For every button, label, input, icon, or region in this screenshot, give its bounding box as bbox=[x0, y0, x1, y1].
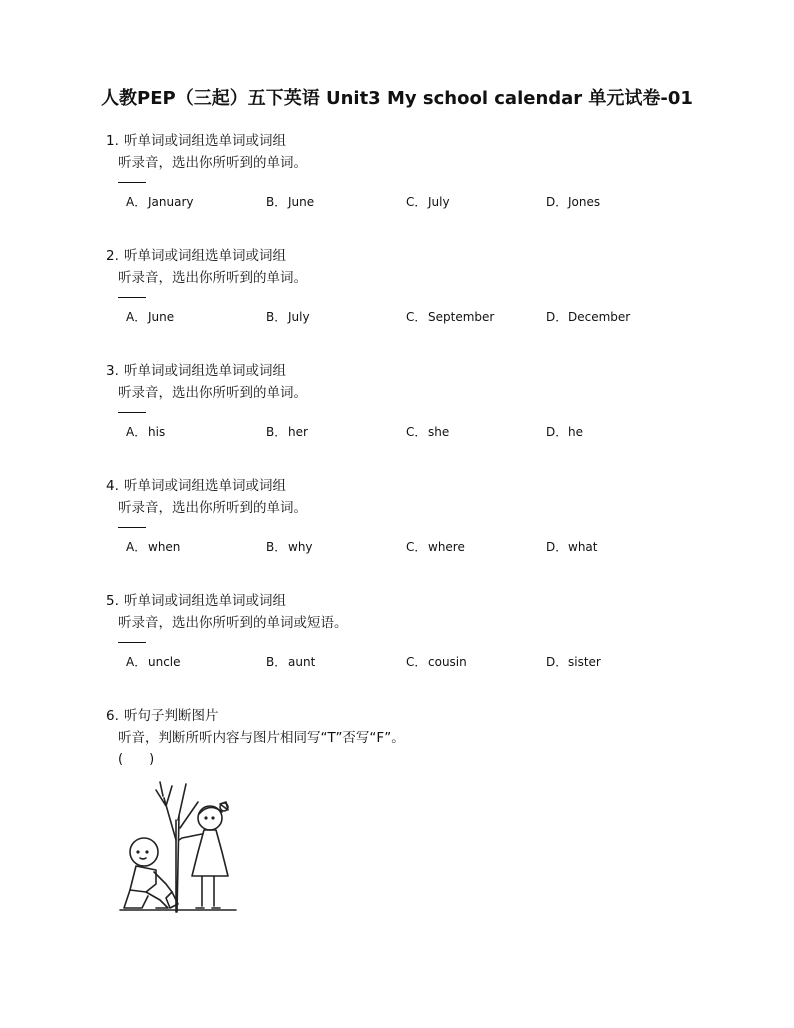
option-text: June bbox=[148, 310, 175, 324]
question-instruction: 听录音，选出你所听到的单词。 bbox=[118, 500, 307, 516]
option-letter: A． bbox=[126, 425, 147, 439]
options-row bbox=[106, 538, 746, 558]
question-number: 3. bbox=[106, 363, 119, 379]
answer-blank[interactable] bbox=[118, 182, 146, 183]
question-6 bbox=[106, 705, 746, 771]
option-text: sister bbox=[568, 655, 601, 669]
option-text: why bbox=[288, 540, 313, 554]
option-a[interactable] bbox=[126, 193, 194, 210]
answer-parentheses[interactable]: ( ) bbox=[118, 752, 155, 767]
option-letter: D． bbox=[546, 195, 568, 209]
option-a[interactable] bbox=[126, 538, 180, 555]
options-row bbox=[106, 308, 746, 328]
question-number: 5. bbox=[106, 593, 119, 609]
question-stem bbox=[106, 590, 746, 612]
question-stem bbox=[106, 130, 746, 152]
option-a[interactable] bbox=[126, 423, 165, 440]
question-number: 6. bbox=[106, 708, 119, 724]
option-text: June bbox=[288, 195, 315, 209]
option-c[interactable] bbox=[406, 653, 467, 670]
option-letter: C． bbox=[406, 655, 427, 669]
question-stem-text: 听单词或词组选单词或词组 bbox=[124, 133, 286, 149]
question-stem bbox=[106, 475, 746, 497]
question-number: 4. bbox=[106, 478, 119, 494]
option-text: her bbox=[288, 425, 308, 439]
option-c[interactable] bbox=[406, 193, 450, 210]
question-instruction: 听音，判断所听内容与图片相同写“T”否写“F”。 bbox=[118, 730, 405, 746]
options-row bbox=[106, 423, 746, 443]
answer-blank[interactable] bbox=[118, 412, 146, 413]
option-text: what bbox=[568, 540, 598, 554]
answer-blank[interactable] bbox=[118, 527, 146, 528]
question-instruction: 听录音，选出你所听到的单词。 bbox=[118, 270, 307, 286]
option-text: his bbox=[148, 425, 166, 439]
question-1 bbox=[106, 130, 746, 213]
question-stem bbox=[106, 360, 746, 382]
question-stem-text: 听单词或词组选单词或词组 bbox=[124, 363, 286, 379]
option-d[interactable] bbox=[546, 193, 600, 210]
options-row bbox=[106, 193, 746, 213]
option-b[interactable] bbox=[266, 538, 313, 555]
page-title: 人教PEP（三起）五下英语 Unit3 My school calendar 单元试卷-01 bbox=[101, 88, 693, 109]
option-d[interactable] bbox=[546, 653, 601, 670]
option-letter: A． bbox=[126, 540, 147, 554]
option-text: when bbox=[148, 540, 181, 554]
option-c[interactable] bbox=[406, 538, 465, 555]
question-4 bbox=[106, 475, 746, 558]
option-text: where bbox=[428, 540, 465, 554]
option-letter: A． bbox=[126, 310, 147, 324]
option-text: aunt bbox=[288, 655, 316, 669]
option-a[interactable] bbox=[126, 653, 181, 670]
question-instruction: 听录音，选出你所听到的单词。 bbox=[118, 385, 307, 401]
option-text: July bbox=[288, 310, 310, 324]
question-stem-text: 听单词或词组选单词或词组 bbox=[124, 593, 286, 609]
option-text: cousin bbox=[428, 655, 467, 669]
option-letter: C． bbox=[406, 540, 427, 554]
option-d[interactable] bbox=[546, 423, 583, 440]
option-c[interactable] bbox=[406, 308, 494, 325]
option-text: July bbox=[428, 195, 450, 209]
option-letter: A． bbox=[126, 655, 147, 669]
option-letter: D． bbox=[546, 425, 568, 439]
option-d[interactable] bbox=[546, 308, 630, 325]
option-letter: B． bbox=[266, 540, 287, 554]
option-letter: D． bbox=[546, 655, 568, 669]
tree-planting-illustration bbox=[116, 780, 240, 916]
question-number: 1. bbox=[106, 133, 119, 149]
option-text: September bbox=[428, 310, 495, 324]
option-text: he bbox=[568, 425, 583, 439]
question-3 bbox=[106, 360, 746, 443]
option-b[interactable] bbox=[266, 653, 315, 670]
option-text: December bbox=[568, 310, 631, 324]
question-stem-text: 听单词或词组选单词或词组 bbox=[124, 248, 286, 264]
option-letter: A． bbox=[126, 195, 147, 209]
question-stem bbox=[106, 245, 746, 267]
question-2 bbox=[106, 245, 746, 328]
option-b[interactable] bbox=[266, 308, 310, 325]
option-b[interactable] bbox=[266, 193, 314, 210]
option-letter: B． bbox=[266, 195, 287, 209]
option-letter: C． bbox=[406, 310, 427, 324]
option-text: uncle bbox=[148, 655, 181, 669]
question-instruction: 听录音，选出你所听到的单词。 bbox=[118, 155, 307, 171]
question-instruction: 听录音，选出你所听到的单词或短语。 bbox=[118, 615, 348, 631]
option-letter: D． bbox=[546, 540, 568, 554]
question-stem-text: 听句子判断图片 bbox=[124, 708, 219, 724]
option-b[interactable] bbox=[266, 423, 308, 440]
option-a[interactable] bbox=[126, 308, 174, 325]
options-row bbox=[106, 653, 746, 673]
question-5 bbox=[106, 590, 746, 673]
option-letter: B． bbox=[266, 425, 287, 439]
answer-blank[interactable] bbox=[118, 642, 146, 643]
option-text: Jones bbox=[568, 195, 601, 209]
answer-blank[interactable] bbox=[118, 297, 146, 298]
option-letter: B． bbox=[266, 310, 287, 324]
option-letter: C． bbox=[406, 195, 427, 209]
question-stem bbox=[106, 705, 746, 727]
option-d[interactable] bbox=[546, 538, 597, 555]
option-letter: D． bbox=[546, 310, 568, 324]
option-letter: C． bbox=[406, 425, 427, 439]
question-stem-text: 听单词或词组选单词或词组 bbox=[124, 478, 286, 494]
option-letter: B． bbox=[266, 655, 287, 669]
question-number: 2. bbox=[106, 248, 119, 264]
option-text: she bbox=[428, 425, 450, 439]
option-text: January bbox=[148, 195, 194, 209]
option-c[interactable] bbox=[406, 423, 449, 440]
